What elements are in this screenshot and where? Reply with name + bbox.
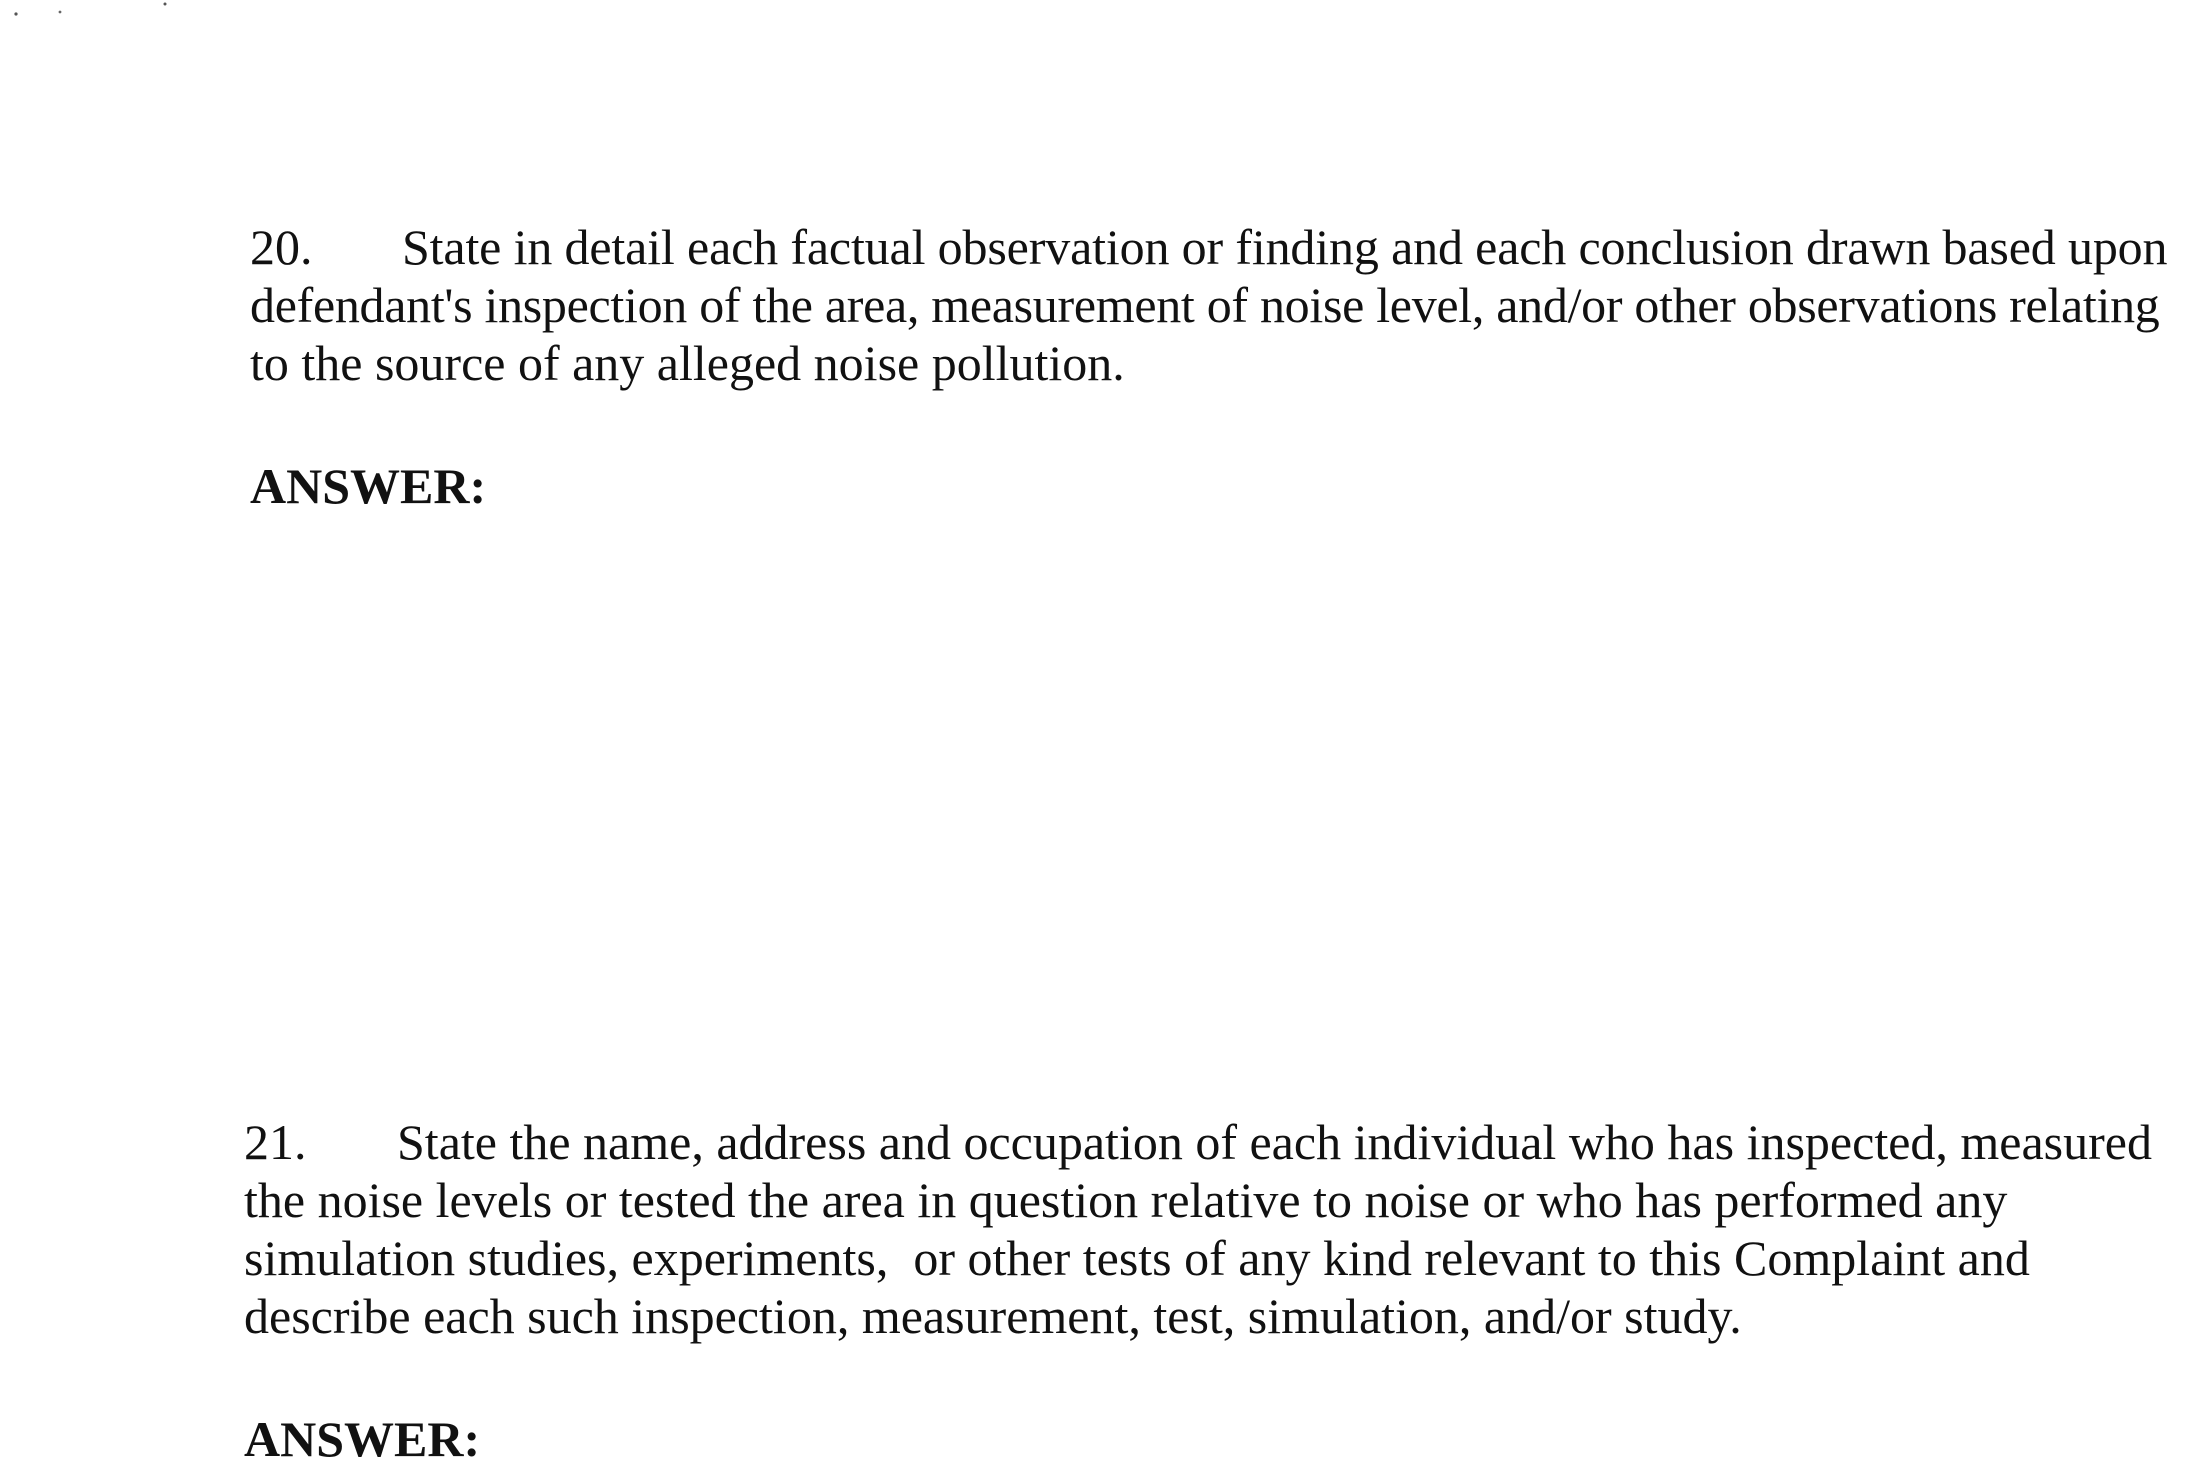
- answer-label: ANSWER:: [250, 458, 487, 514]
- question-text-line: simulation studies, experiments, or other tests of any kind relevant to this Complaint and: [244, 1230, 2030, 1286]
- question-text-line: defendant's inspection of the area, measurement of noise level, and/or other observations relating: [250, 277, 2160, 333]
- answer-label: ANSWER:: [244, 1411, 481, 1467]
- question-text-line: State the name, address and occupation of each individual who has inspected, measured: [397, 1114, 2152, 1170]
- question-number: 20.: [250, 219, 313, 275]
- scan-artifact-marks: [0, 0, 200, 40]
- question-text-line: to the source of any alleged noise pollution.: [250, 335, 1125, 391]
- question-number: 21.: [244, 1114, 307, 1170]
- question-text-line: describe each such inspection, measurement, test, simulation, and/or study.: [244, 1288, 1742, 1344]
- question-text-line: the noise levels or tested the area in question relative to noise or who has performed any: [244, 1172, 2008, 1228]
- question-text-line: State in detail each factual observation or finding and each conclusion drawn based upon: [402, 219, 2168, 275]
